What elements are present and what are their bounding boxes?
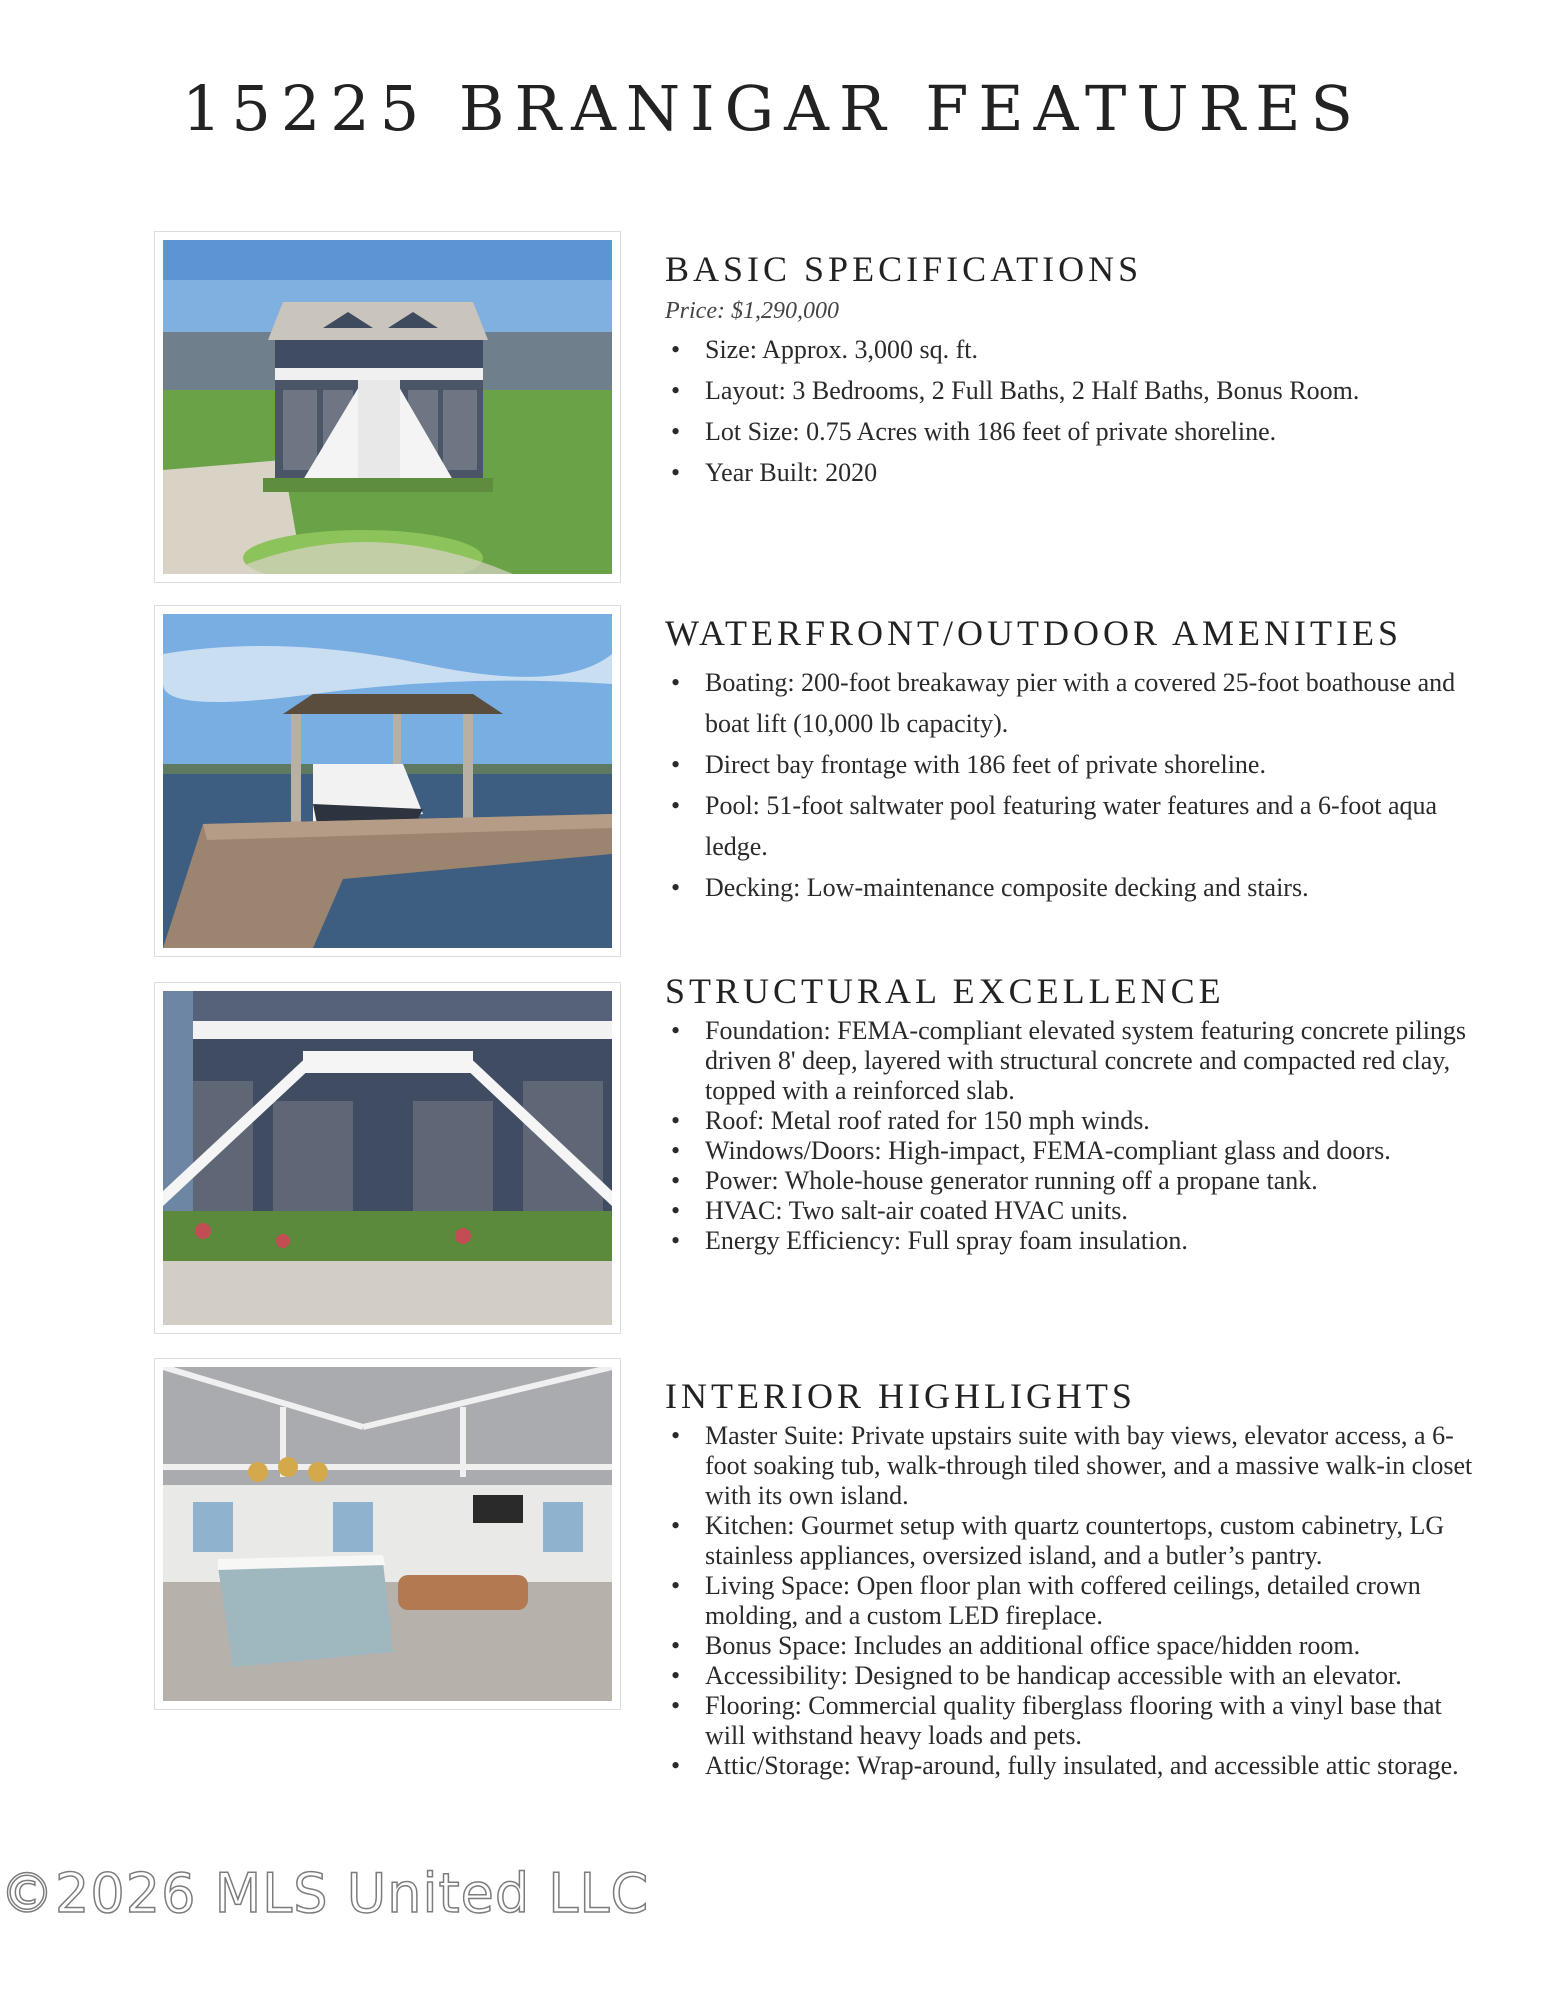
list-item: • Decking: Low-maintenance composite decking and stairs.: [665, 867, 1485, 908]
house-exterior-photo: [155, 232, 620, 582]
price: Price: $1,290,000: [665, 298, 839, 324]
list-item: • Power: Whole-house generator running off a propane tank.: [665, 1166, 1485, 1196]
list-item: • Pool: 51-foot saltwater pool featuring water features and a 6-foot aqua ledge.: [665, 785, 1485, 867]
list-item: • Bonus Space: Includes an additional office space/hidden room.: [665, 1631, 1485, 1661]
list-item: • Year Built: 2020: [665, 452, 1485, 493]
list-item: • Layout: 3 Bedrooms, 2 Full Baths, 2 Half Baths, Bonus Room.: [665, 370, 1485, 411]
basic-specifications-section: [665, 248, 1485, 493]
interior-kitchen-photo: [155, 1359, 620, 1709]
list-item: • Size: Approx. 3,000 sq. ft.: [665, 329, 1485, 370]
list-item: • Energy Efficiency: Full spray foam insulation.: [665, 1226, 1485, 1256]
copyright-watermark: ©2026 MLS United LLC: [0, 1862, 650, 1925]
list-item: • Master Suite: Private upstairs suite with bay views, elevator access, a 6-foot soaking tub, walk-through tiled shower, and a massive walk-in closet with its own island.: [665, 1421, 1485, 1511]
spec-list: [665, 329, 1485, 493]
staircase-photo: [155, 983, 620, 1333]
list-item: • Roof: Metal roof rated for 150 mph winds.: [665, 1106, 1485, 1136]
list-item: • Foundation: FEMA-compliant elevated system featuring concrete pilings driven 8' deep, layered with structural concrete and compacted red clay, topped with a reinforced slab.: [665, 1016, 1485, 1106]
list-item: • Lot Size: 0.75 Acres with 186 feet of private shoreline.: [665, 411, 1485, 452]
list-item: • Windows/Doors: High-impact, FEMA-compliant glass and doors.: [665, 1136, 1485, 1166]
list-item: • Living Space: Open floor plan with coffered ceilings, detailed crown molding, and a custom LED fireplace.: [665, 1571, 1485, 1631]
page-title: 15225 BRANIGAR FEATURES: [181, 72, 1364, 145]
list-item: • Flooring: Commercial quality fiberglass flooring with a vinyl base that will withstand heavy loads and pets.: [665, 1691, 1485, 1751]
list-item: • Kitchen: Gourmet setup with quartz countertops, custom cabinetry, LG stainless appliances, oversized island, and a butler’s pantry.: [665, 1511, 1485, 1571]
list-item: • Accessibility: Designed to be handicap accessible with an elevator.: [665, 1661, 1485, 1691]
interior-list: [665, 1421, 1485, 1781]
waterfront-amenities-section: [665, 612, 1485, 908]
interior-highlights-section: [665, 1375, 1485, 1781]
boathouse-photo: [155, 606, 620, 956]
list-item: • HVAC: Two salt-air coated HVAC units.: [665, 1196, 1485, 1226]
section-heading: INTERIOR HIGHLIGHTS: [665, 1376, 1136, 1416]
list-item: • Direct bay frontage with 186 feet of private shoreline.: [665, 744, 1485, 785]
list-item: • Attic/Storage: Wrap-around, fully insulated, and accessible attic storage.: [665, 1751, 1485, 1781]
list-item: • Boating: 200-foot breakaway pier with a covered 25-foot boathouse and boat lift (10,000 lb capacity).: [665, 662, 1485, 744]
structural-list: [665, 1016, 1485, 1256]
section-heading: BASIC SPECIFICATIONS: [665, 249, 1143, 289]
section-heading: WATERFRONT/OUTDOOR AMENITIES: [665, 613, 1402, 653]
amenities-list: [665, 662, 1485, 908]
section-heading: STRUCTURAL EXCELLENCE: [665, 971, 1225, 1011]
structural-excellence-section: [665, 970, 1485, 1256]
